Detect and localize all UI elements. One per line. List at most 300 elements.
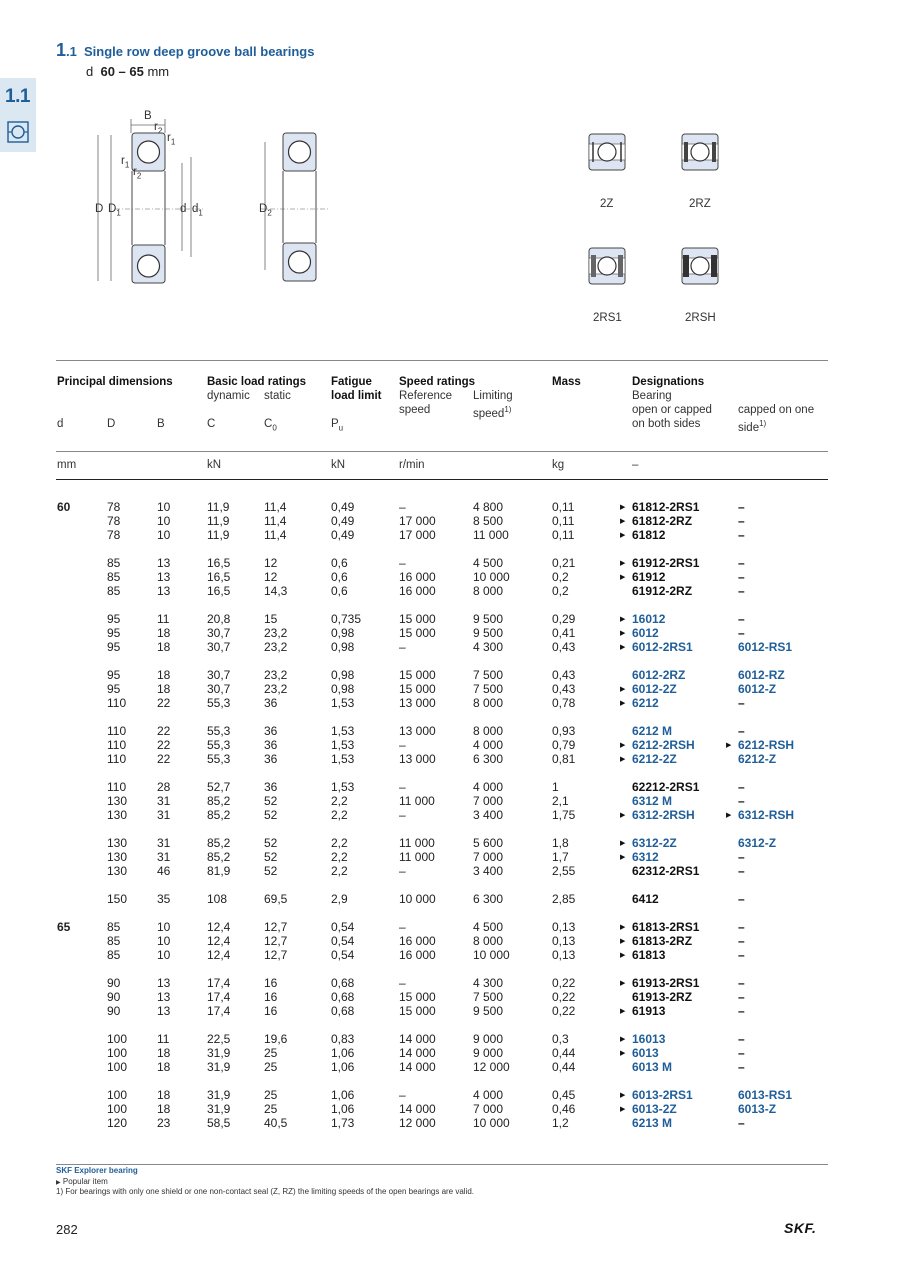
cell-c: 17,4: [207, 976, 231, 990]
designation: 6012-2RZ: [632, 668, 686, 682]
cell-mass: 2,85: [552, 892, 576, 906]
designation: 6212-2Z: [632, 752, 677, 766]
cell-d: 95: [107, 640, 121, 654]
cell-d: 130: [107, 808, 128, 822]
cell-ref: 16 000: [399, 584, 436, 598]
cell-b: 31: [157, 836, 171, 850]
cell-d: 78: [107, 514, 121, 528]
label-d: d: [180, 203, 187, 215]
cell-lim: 9 000: [473, 1032, 504, 1046]
cell-c0: 36: [264, 724, 278, 738]
cell-ref: 13 000: [399, 724, 436, 738]
symbol-D: D: [107, 418, 116, 430]
cell-ref: 13 000: [399, 752, 436, 766]
designation: 6013 M: [632, 1060, 673, 1074]
label-r2-side: $r_2$: [133, 166, 142, 181]
cell-pu: 0,49: [331, 500, 355, 514]
cell-d: 100: [107, 1060, 128, 1074]
header-mass: Mass: [552, 376, 581, 388]
cell-c0: 14,3: [264, 584, 288, 598]
designation: 6013-2RS1: [632, 1088, 693, 1102]
cell-c: 85,2: [207, 794, 231, 808]
cell-ref: 17 000: [399, 514, 436, 528]
symbol-Pu: $P_u$: [331, 418, 344, 433]
cell-mass: 0,44: [552, 1060, 576, 1074]
cell-c: 81,9: [207, 864, 231, 878]
designation: 6212: [632, 696, 659, 710]
cell-c0: 69,5: [264, 892, 288, 906]
popular-item-icon: ▶: [620, 812, 626, 819]
cell-d: 120: [107, 1116, 128, 1130]
cell-mass: 0,13: [552, 934, 576, 948]
cell-c0: 12: [264, 570, 278, 584]
cell-lim: 7 000: [473, 1102, 504, 1116]
designation: 6013: [632, 1046, 659, 1060]
popular-item-icon: ▶: [620, 1106, 626, 1113]
cell-ref: 15 000: [399, 990, 436, 1004]
designation-one-side: –: [738, 584, 745, 598]
cell-lim: 8 000: [473, 724, 504, 738]
cell-mass: 0,79: [552, 738, 576, 752]
cell-mass: 0,13: [552, 948, 576, 962]
designation-one-side: –: [738, 850, 745, 864]
footnote-explorer: SKF Explorer bearing: [56, 1166, 138, 1175]
cell-mass: 0,44: [552, 1046, 576, 1060]
cell-d: 100: [107, 1102, 128, 1116]
designation-one-side: –: [738, 892, 745, 906]
seal-2rz-icon: [681, 133, 719, 171]
designation-one-side: –: [738, 626, 745, 640]
cell-ref: –: [399, 864, 406, 878]
cell-b: 31: [157, 808, 171, 822]
cell-d: 130: [107, 864, 128, 878]
bore-diameter: 60: [57, 500, 71, 514]
cell-pu: 0,98: [331, 640, 355, 654]
designation-one-side: –: [738, 556, 745, 570]
designation-one-side: –: [738, 780, 745, 794]
cell-c: 58,5: [207, 1116, 231, 1130]
cell-c: 30,7: [207, 640, 231, 654]
header-speed-ratings: Speed ratings: [399, 376, 476, 388]
cell-ref: 15 000: [399, 626, 436, 640]
cell-pu: 1,53: [331, 724, 355, 738]
cell-b: 18: [157, 1102, 171, 1116]
cell-ref: –: [399, 780, 406, 794]
label-2rz: 2RZ: [689, 198, 711, 210]
cell-c0: 16: [264, 976, 278, 990]
cell-c0: 16: [264, 990, 278, 1004]
cell-b: 35: [157, 892, 171, 906]
designation: 6312-2RSH: [632, 808, 695, 822]
cell-c: 11,9: [207, 514, 230, 528]
cell-lim: 9 000: [473, 1046, 504, 1060]
cell-lim: 4 000: [473, 738, 504, 752]
cell-ref: –: [399, 556, 406, 570]
designation: 6012: [632, 626, 659, 640]
cell-c: 55,3: [207, 738, 231, 752]
cell-mass: 0,41: [552, 626, 576, 640]
popular-item-icon: ▶: [620, 644, 626, 651]
cell-c: 52,7: [207, 780, 231, 794]
popular-item-icon: ▶: [620, 700, 626, 707]
cell-lim: 7 500: [473, 682, 504, 696]
cell-ref: 12 000: [399, 1116, 436, 1130]
diameter-range: d 60 – 65 mm: [86, 64, 170, 79]
cell-ref: 11 000: [399, 836, 435, 850]
page-number: 282: [56, 1222, 78, 1237]
cell-b: 10: [157, 948, 171, 962]
cell-d: 95: [107, 626, 121, 640]
cell-mass: 0,93: [552, 724, 576, 738]
popular-item-icon: ▶: [620, 1036, 626, 1043]
designation-one-side: 6013-RS1: [738, 1088, 793, 1102]
header-units-rule: [56, 451, 828, 452]
symbol-d: d: [57, 418, 64, 430]
header-limiting: Limiting: [473, 390, 513, 402]
cell-ref: 16 000: [399, 948, 436, 962]
cell-mass: 0,43: [552, 668, 576, 682]
cell-pu: 0,98: [331, 626, 355, 640]
cell-d: 110: [107, 752, 127, 766]
cell-pu: 1,06: [331, 1088, 355, 1102]
designation-one-side: –: [738, 724, 745, 738]
header-open-or-capped: open or capped: [632, 404, 712, 416]
designation: 62212-2RS1: [632, 780, 700, 794]
label-r1-top: $r_1$: [167, 132, 176, 147]
cell-lim: 6 300: [473, 892, 504, 906]
cell-ref: 16 000: [399, 934, 436, 948]
label-r2-top: $r_2$: [154, 121, 163, 136]
bore-diameter: 65: [57, 920, 71, 934]
cell-d: 110: [107, 738, 127, 752]
cell-pu: 2,9: [331, 892, 348, 906]
cell-pu: 0,6: [331, 570, 348, 584]
header-principal-dimensions: Principal dimensions: [57, 376, 173, 388]
designation: 61912-2RZ: [632, 584, 693, 598]
cell-d: 78: [107, 528, 121, 542]
skf-logo: SKF.: [784, 1220, 817, 1236]
label-B: B: [144, 110, 152, 122]
header-dynamic: dynamic: [207, 390, 250, 402]
header-static: static: [264, 390, 291, 402]
cell-pu: 2,2: [331, 850, 348, 864]
cell-lim: 12 000: [473, 1060, 510, 1074]
designation: 61912-2RS1: [632, 556, 700, 570]
cell-pu: 0,68: [331, 990, 355, 1004]
cell-c: 30,7: [207, 668, 231, 682]
cell-c0: 52: [264, 864, 278, 878]
cell-b: 22: [157, 752, 171, 766]
designation: 61813-2RS1: [632, 920, 700, 934]
cell-lim: 4 500: [473, 920, 504, 934]
cell-ref: –: [399, 738, 406, 752]
cell-lim: 3 400: [473, 864, 504, 878]
footnote-limiting: 1) For bearings with only one shield or one non-contact seal (Z, RZ) the limiting speeds of the open bearings are valid.: [56, 1187, 475, 1196]
cell-d: 95: [107, 682, 121, 696]
unit-kn-fatigue: kN: [331, 459, 346, 471]
cell-c: 12,4: [207, 920, 231, 934]
designation-one-side: –: [738, 528, 745, 542]
cell-b: 22: [157, 696, 171, 710]
cell-mass: 0,81: [552, 752, 576, 766]
cell-pu: 2,2: [331, 794, 348, 808]
cell-mass: 1: [552, 780, 559, 794]
cell-mass: 0,13: [552, 920, 576, 934]
cell-ref: –: [399, 1088, 406, 1102]
cell-pu: 1,53: [331, 738, 355, 752]
designation-one-side: –: [738, 514, 745, 528]
cell-c0: 52: [264, 808, 278, 822]
cell-pu: 0,735: [331, 612, 362, 626]
cell-c: 11,9: [207, 528, 230, 542]
cell-mass: 0,45: [552, 1088, 576, 1102]
designation: 61913: [632, 1004, 666, 1018]
popular-item-icon: ▶: [620, 854, 626, 861]
symbol-C: C: [207, 418, 216, 430]
header-reference-speed: speed: [399, 404, 431, 416]
cell-b: 18: [157, 668, 171, 682]
page-title: Single row deep groove ball bearings: [84, 44, 315, 59]
popular-item-icon: ▶: [620, 574, 626, 581]
cell-lim: 4 000: [473, 1088, 504, 1102]
cell-ref: 14 000: [399, 1060, 436, 1074]
cell-pu: 0,68: [331, 1004, 355, 1018]
label-d1: $d_1$: [192, 203, 203, 218]
cell-c0: 12: [264, 556, 278, 570]
cell-c0: 12,7: [264, 948, 288, 962]
cell-mass: 0,43: [552, 640, 576, 654]
unit-dash: –: [632, 459, 639, 471]
header-fatigue: Fatigue: [331, 376, 372, 388]
unit-kg: kg: [552, 459, 565, 471]
cell-pu: 1,73: [331, 1116, 355, 1130]
cell-pu: 2,2: [331, 836, 348, 850]
cell-mass: 0,21: [552, 556, 576, 570]
cell-c: 30,7: [207, 682, 231, 696]
designation-one-side: –: [738, 570, 745, 584]
cell-ref: –: [399, 976, 406, 990]
designation: 16012: [632, 612, 666, 626]
cell-b: 11: [157, 1032, 170, 1046]
cell-ref: 10 000: [399, 892, 436, 906]
cell-mass: 0,46: [552, 1102, 576, 1116]
cell-mass: 0,3: [552, 1032, 569, 1046]
seal-2z-icon: [588, 133, 626, 171]
header-designations: Designations: [632, 376, 705, 388]
cell-c0: 23,2: [264, 626, 288, 640]
cell-c0: 36: [264, 696, 278, 710]
cell-b: 11: [157, 612, 170, 626]
cell-pu: 1,53: [331, 780, 355, 794]
cell-c: 85,2: [207, 836, 231, 850]
designation: 62312-2RS1: [632, 864, 700, 878]
cell-c0: 12,7: [264, 934, 288, 948]
cell-c0: 16: [264, 1004, 278, 1018]
cell-d: 90: [107, 1004, 121, 1018]
popular-item-icon: ▶: [726, 812, 732, 819]
cell-mass: 0,29: [552, 612, 576, 626]
designation-one-side: –: [738, 948, 745, 962]
footer-rule: [56, 1164, 828, 1165]
cell-ref: 14 000: [399, 1032, 436, 1046]
cell-c: 16,5: [207, 584, 231, 598]
cell-ref: 14 000: [399, 1102, 436, 1116]
designation: 6012-2RS1: [632, 640, 693, 654]
cell-b: 18: [157, 640, 171, 654]
cell-c0: 52: [264, 836, 278, 850]
cell-lim: 3 400: [473, 808, 504, 822]
designation-one-side: 6212-Z: [738, 752, 777, 766]
popular-item-icon: ▶: [620, 518, 626, 525]
cell-c0: 25: [264, 1088, 278, 1102]
cell-lim: 9 500: [473, 1004, 504, 1018]
designation-one-side: –: [738, 794, 745, 808]
cell-ref: 11 000: [399, 850, 435, 864]
cell-d: 110: [107, 724, 127, 738]
cell-d: 90: [107, 990, 121, 1004]
cell-lim: 7 500: [473, 668, 504, 682]
cell-pu: 1,53: [331, 696, 355, 710]
cell-b: 13: [157, 556, 171, 570]
cell-c: 85,2: [207, 808, 231, 822]
header-one-side: side$^{1)}$: [738, 419, 767, 434]
label-D: D: [95, 203, 104, 215]
popular-item-icon: ▶: [620, 840, 626, 847]
cell-c: 22,5: [207, 1032, 231, 1046]
cell-d: 130: [107, 794, 128, 808]
cell-mass: 1,8: [552, 836, 569, 850]
cell-b: 18: [157, 1088, 171, 1102]
cell-lim: 8 000: [473, 696, 504, 710]
cell-b: 10: [157, 528, 171, 542]
symbol-B: B: [157, 418, 165, 430]
cell-pu: 0,6: [331, 556, 348, 570]
cell-lim: 4 300: [473, 976, 504, 990]
popular-item-icon: ▶: [620, 630, 626, 637]
designation-one-side: –: [738, 1060, 745, 1074]
cell-b: 18: [157, 1046, 171, 1060]
label-2z: 2Z: [600, 198, 614, 210]
cell-c: 11,9: [207, 500, 230, 514]
designation-one-side: 6012-Z: [738, 682, 777, 696]
designation-one-side: 6312-RSH: [738, 808, 795, 822]
cell-pu: 0,6: [331, 584, 348, 598]
header-limiting-speed: speed$^{1)}$: [473, 405, 512, 420]
designation: 6212-2RSH: [632, 738, 695, 752]
cell-b: 13: [157, 1004, 171, 1018]
designation: 6213 M: [632, 1116, 673, 1130]
cell-d: 78: [107, 500, 121, 514]
cell-b: 22: [157, 724, 171, 738]
designation-one-side: 6312-Z: [738, 836, 777, 850]
designation: 61813-2RZ: [632, 934, 693, 948]
cell-ref: 15 000: [399, 612, 436, 626]
cell-c0: 25: [264, 1046, 278, 1060]
cell-ref: 16 000: [399, 570, 436, 584]
cell-d: 95: [107, 612, 121, 626]
cell-mass: 0,22: [552, 976, 576, 990]
cell-mass: 0,11: [552, 528, 575, 542]
label-r1-side: $r_1$: [121, 155, 130, 170]
designation-one-side: –: [738, 990, 745, 1004]
cell-mass: 0,22: [552, 990, 576, 1004]
cell-c0: 36: [264, 738, 278, 752]
designation: 61813: [632, 948, 666, 962]
cell-c: 55,3: [207, 752, 231, 766]
popular-item-icon: ▶: [620, 924, 626, 931]
symbol-C0: $C_0$: [264, 418, 277, 433]
cell-c: 17,4: [207, 990, 231, 1004]
cell-c0: 11,4: [264, 514, 287, 528]
cell-c: 31,9: [207, 1102, 231, 1116]
cell-c0: 23,2: [264, 640, 288, 654]
popular-item-icon: ▶: [620, 938, 626, 945]
cell-c: 55,3: [207, 696, 231, 710]
designation: 16013: [632, 1032, 666, 1046]
popular-item-icon: ▶: [620, 742, 626, 749]
side-tab-number: 1.1: [5, 86, 30, 107]
cell-mass: 2,1: [552, 794, 569, 808]
cell-c0: 11,4: [264, 528, 287, 542]
cell-mass: 1,75: [552, 808, 576, 822]
popular-item-icon: ▶: [620, 560, 626, 567]
cell-c: 55,3: [207, 724, 231, 738]
cell-pu: 2,2: [331, 808, 348, 822]
cell-d: 150: [107, 892, 128, 906]
designation-one-side: –: [738, 934, 745, 948]
cell-lim: 7 000: [473, 850, 504, 864]
popular-item-icon: ▶: [620, 952, 626, 959]
cell-d: 110: [107, 780, 127, 794]
cell-pu: 1,06: [331, 1102, 355, 1116]
section-side-tab: [0, 78, 36, 152]
cell-ref: –: [399, 500, 406, 514]
cell-mass: 0,2: [552, 570, 569, 584]
cell-ref: –: [399, 640, 406, 654]
header-bearing: Bearing: [632, 390, 672, 402]
cell-lim: 4 300: [473, 640, 504, 654]
cell-lim: 11 000: [473, 528, 509, 542]
cell-b: 18: [157, 1060, 171, 1074]
cell-b: 10: [157, 934, 171, 948]
label-2rs1: 2RS1: [593, 312, 622, 324]
cell-c0: 23,2: [264, 668, 288, 682]
designation-one-side: –: [738, 920, 745, 934]
designation-one-side: –: [738, 864, 745, 878]
label-D1: $D_1$: [108, 203, 121, 218]
cell-lim: 10 000: [473, 1116, 510, 1130]
cell-ref: 15 000: [399, 1004, 436, 1018]
designation-one-side: 6012-RS1: [738, 640, 793, 654]
cell-c: 17,4: [207, 1004, 231, 1018]
cell-lim: 8 500: [473, 514, 504, 528]
popular-item-icon: ▶: [620, 1008, 626, 1015]
cell-b: 13: [157, 990, 171, 1004]
header-load-limit: load limit: [331, 390, 382, 402]
seal-2rs1-icon: [588, 247, 626, 285]
popular-item-icon: ▶: [620, 504, 626, 511]
cell-ref: 15 000: [399, 668, 436, 682]
cell-c: 16,5: [207, 570, 231, 584]
cell-lim: 9 500: [473, 612, 504, 626]
cell-c: 31,9: [207, 1046, 231, 1060]
cell-lim: 8 000: [473, 934, 504, 948]
designation: 6312: [632, 850, 659, 864]
cell-d: 85: [107, 948, 121, 962]
cell-b: 46: [157, 864, 171, 878]
cell-lim: 7 000: [473, 794, 504, 808]
header-basic-load-ratings: Basic load ratings: [207, 376, 307, 388]
